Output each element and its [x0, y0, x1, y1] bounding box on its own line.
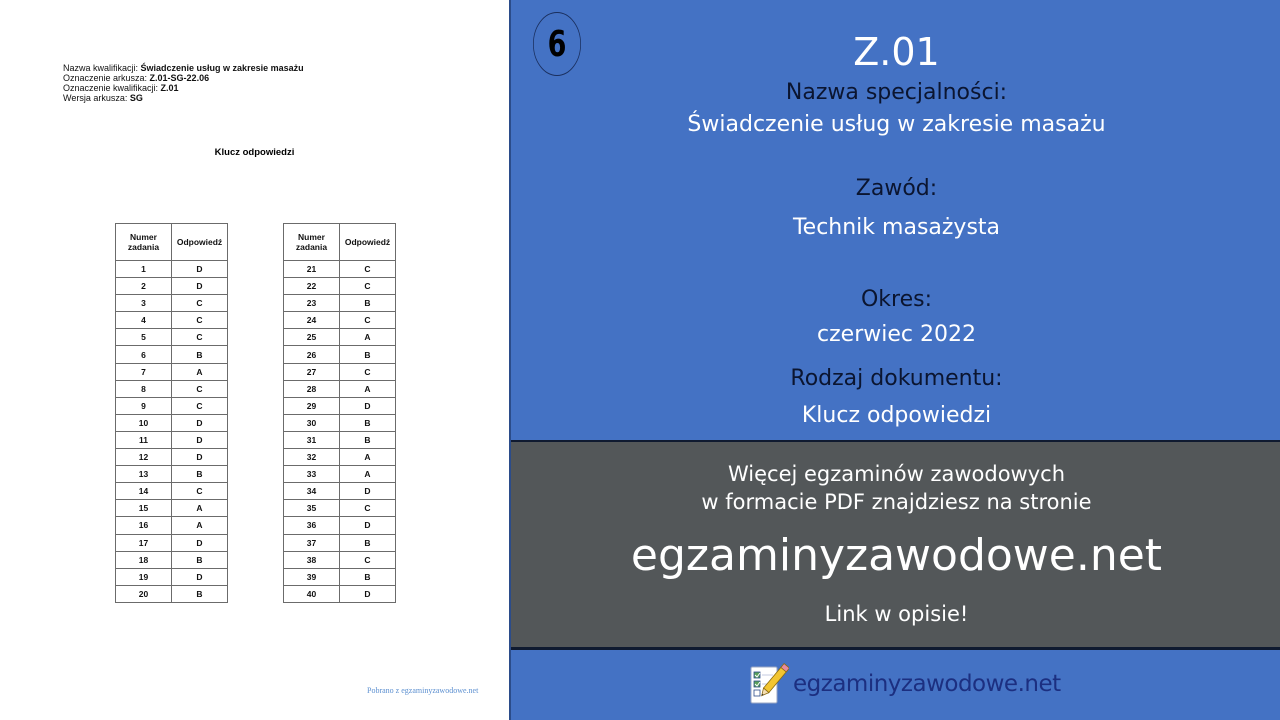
answer-letter: B	[172, 346, 228, 363]
answer-letter: D	[172, 568, 228, 585]
table-row	[116, 380, 228, 397]
answer-letter: A	[340, 449, 396, 466]
table-row	[116, 431, 228, 448]
question-number: 25	[284, 329, 340, 346]
answer-letter: D	[172, 534, 228, 551]
table-row	[116, 483, 228, 500]
table-row	[284, 329, 396, 346]
period-value: czerwiec 2022	[817, 322, 976, 347]
question-number: 16	[116, 517, 172, 534]
question-number: 37	[284, 534, 340, 551]
table-row	[284, 466, 396, 483]
meta-qualification-name	[63, 63, 304, 73]
table-row	[284, 397, 396, 414]
answer-letter: C	[340, 363, 396, 380]
table-row	[284, 278, 396, 295]
question-number: 28	[284, 380, 340, 397]
meta-value: SG	[129, 93, 143, 103]
promo-line-2: w formacie PDF znajdziesz na stronie	[701, 490, 1092, 514]
question-number: 20	[116, 585, 172, 602]
table-row	[284, 483, 396, 500]
meta-value: Z.01	[160, 83, 179, 93]
table-row	[284, 585, 396, 602]
table-row	[284, 449, 396, 466]
table-row	[284, 363, 396, 380]
specialty-value: Świadczenie usług w zakresie masażu	[687, 112, 1106, 137]
question-number: 26	[284, 346, 340, 363]
table-row	[284, 568, 396, 585]
question-number: 35	[284, 500, 340, 517]
answer-letter: C	[172, 380, 228, 397]
answer-letter: D	[340, 483, 396, 500]
table-row	[284, 414, 396, 431]
answer-letter: B	[172, 466, 228, 483]
answer-letter: D	[340, 585, 396, 602]
answer-letter: C	[340, 312, 396, 329]
meta-label: Nazwa kwalifikacji:	[63, 63, 141, 73]
meta-value: Z.01-SG-22.06	[149, 73, 210, 83]
table-row	[116, 568, 228, 585]
document-title: Klucz odpowiedzi	[214, 147, 295, 158]
table-row	[116, 312, 228, 329]
answer-letter: C	[340, 551, 396, 568]
answer-letter: B	[340, 431, 396, 448]
table-row	[284, 517, 396, 534]
table-row	[116, 261, 228, 278]
question-number: 1	[116, 261, 172, 278]
answer-letter: A	[172, 363, 228, 380]
question-number: 4	[116, 312, 172, 329]
answer-letter: B	[340, 534, 396, 551]
question-number: 6	[116, 346, 172, 363]
table-row	[284, 295, 396, 312]
question-number: 22	[284, 278, 340, 295]
answer-letter: B	[340, 295, 396, 312]
promo-banner	[511, 440, 1280, 650]
table-row	[116, 363, 228, 380]
checklist-pencil-icon	[749, 663, 789, 705]
table-row	[284, 534, 396, 551]
meta-sheet-version	[63, 93, 304, 103]
answer-letter: C	[172, 483, 228, 500]
question-number: 5	[116, 329, 172, 346]
answer-letter: D	[172, 449, 228, 466]
period-label: Okres:	[860, 287, 933, 312]
answer-key-document	[0, 0, 509, 720]
meta-label: Oznaczenie kwalifikacji:	[63, 83, 161, 93]
promo-link-note: Link w opisie!	[824, 602, 969, 626]
answer-letter: D	[172, 261, 228, 278]
question-number: 14	[116, 483, 172, 500]
meta-sheet-code	[63, 73, 304, 83]
table-row	[116, 346, 228, 363]
table-row	[116, 414, 228, 431]
question-number: 9	[116, 397, 172, 414]
header-number: Numer zadania	[116, 224, 172, 261]
answer-letter: C	[172, 329, 228, 346]
question-number: 17	[116, 534, 172, 551]
answer-letter: B	[340, 414, 396, 431]
answer-table-right	[283, 223, 396, 603]
question-number: 39	[284, 568, 340, 585]
answer-letter: A	[172, 500, 228, 517]
table-row	[116, 551, 228, 568]
question-number: 19	[116, 568, 172, 585]
answer-table-left	[115, 223, 228, 603]
question-number: 33	[284, 466, 340, 483]
info-panel	[509, 0, 1280, 720]
answer-letter: D	[340, 517, 396, 534]
answer-letter: C	[172, 397, 228, 414]
answer-letter: C	[340, 261, 396, 278]
question-number: 34	[284, 483, 340, 500]
promo-line-1: Więcej egzaminów zawodowych	[727, 462, 1066, 486]
episode-number-badge: 6	[533, 12, 581, 76]
table-row	[284, 346, 396, 363]
answer-letter: D	[340, 397, 396, 414]
answer-letter: B	[172, 585, 228, 602]
answer-letter: C	[172, 312, 228, 329]
question-number: 10	[116, 414, 172, 431]
meta-label: Oznaczenie arkusza:	[63, 73, 150, 83]
question-number: 23	[284, 295, 340, 312]
question-number: 29	[284, 397, 340, 414]
answer-letter: A	[340, 380, 396, 397]
table-row	[284, 431, 396, 448]
question-number: 32	[284, 449, 340, 466]
question-number: 2	[116, 278, 172, 295]
question-number: 40	[284, 585, 340, 602]
question-number: 18	[116, 551, 172, 568]
question-number: 38	[284, 551, 340, 568]
question-number: 7	[116, 363, 172, 380]
header-answer: Odpowiedź	[172, 224, 228, 261]
table-row	[116, 397, 228, 414]
logo-text: egzaminyzawodowe.net	[793, 671, 1061, 697]
table-row	[116, 466, 228, 483]
answer-letter: D	[172, 414, 228, 431]
question-number: 8	[116, 380, 172, 397]
table-row	[116, 295, 228, 312]
specialty-label: Nazwa specjalności:	[785, 80, 1008, 105]
answer-letter: C	[340, 278, 396, 295]
question-number: 21	[284, 261, 340, 278]
table-row	[116, 329, 228, 346]
question-number: 31	[284, 431, 340, 448]
table-row	[116, 278, 228, 295]
meta-label: Wersja arkusza:	[63, 93, 130, 103]
question-number: 12	[116, 449, 172, 466]
table-row	[284, 261, 396, 278]
table-row	[116, 517, 228, 534]
promo-website: egzaminyzawodowe.net	[630, 530, 1163, 581]
table-row	[284, 312, 396, 329]
answer-letter: A	[340, 329, 396, 346]
table-row	[116, 449, 228, 466]
question-number: 3	[116, 295, 172, 312]
table-row	[116, 585, 228, 602]
meta-value: Świadczenie usług w zakresie masażu	[140, 63, 304, 73]
document-meta	[63, 63, 304, 103]
doctype-label: Rodzaj dokumentu:	[790, 366, 1003, 391]
answer-letter: D	[172, 431, 228, 448]
answer-letter: C	[172, 295, 228, 312]
answer-letter: B	[340, 568, 396, 585]
header-answer: Odpowiedź	[340, 224, 396, 261]
doctype-value: Klucz odpowiedzi	[801, 403, 992, 428]
answer-letter: D	[172, 278, 228, 295]
answer-letter: C	[340, 500, 396, 517]
qualification-code: Z.01	[853, 30, 940, 74]
meta-qualification-code	[63, 83, 304, 93]
answer-letter: B	[172, 551, 228, 568]
table-row	[116, 500, 228, 517]
question-number: 27	[284, 363, 340, 380]
table-row	[116, 534, 228, 551]
question-number: 24	[284, 312, 340, 329]
document-footer: Pobrano z egzaminyzawodowe.net	[367, 686, 479, 695]
header-number: Numer zadania	[284, 224, 340, 261]
question-number: 15	[116, 500, 172, 517]
table-row	[284, 380, 396, 397]
answer-letter: A	[172, 517, 228, 534]
site-logo	[749, 663, 1061, 705]
question-number: 11	[116, 431, 172, 448]
profession-value: Technik masażysta	[792, 215, 1001, 240]
profession-label: Zawód:	[855, 176, 938, 201]
table-row	[284, 551, 396, 568]
question-number: 13	[116, 466, 172, 483]
question-number: 30	[284, 414, 340, 431]
answer-letter: B	[340, 346, 396, 363]
answer-letter: A	[340, 466, 396, 483]
table-row	[284, 500, 396, 517]
question-number: 36	[284, 517, 340, 534]
